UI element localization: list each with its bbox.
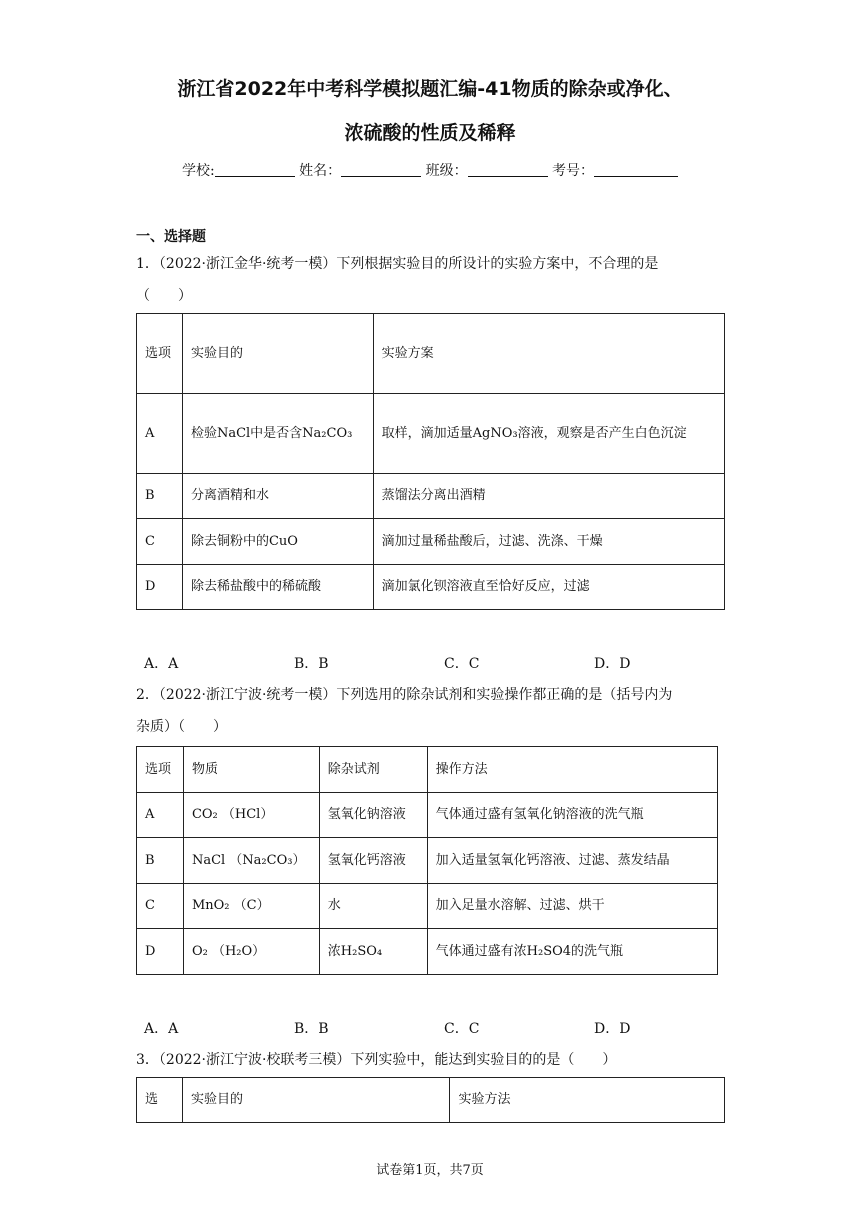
option-cell: A xyxy=(137,394,183,474)
header-cell: 选项 xyxy=(137,314,183,394)
substance-cell: O₂ （H₂O） xyxy=(183,929,319,975)
purpose-cell: 除去稀盐酸中的稀硫酸 xyxy=(182,565,373,610)
reagent-cell: 水 xyxy=(319,884,427,929)
name-field[interactable] xyxy=(341,162,421,177)
header-cell: 物质 xyxy=(183,747,319,793)
choice-a[interactable]: A．A xyxy=(144,1021,179,1037)
table-header-row xyxy=(137,747,718,793)
choice-c[interactable]: C．C xyxy=(444,1021,480,1037)
table-row xyxy=(137,838,718,884)
school-field[interactable] xyxy=(215,162,295,177)
substance-cell: MnO₂ （C） xyxy=(183,884,319,929)
table-header-row xyxy=(137,314,725,394)
option-cell: B xyxy=(137,474,183,519)
exam-no-label: 考号： xyxy=(552,163,595,179)
operation-cell: 气体通过盛有氢氧化钠溶液的洗气瓶 xyxy=(427,793,717,838)
class-label: 班级： xyxy=(425,163,468,179)
choice-d[interactable]: D．D xyxy=(594,656,631,672)
name-label: 姓名： xyxy=(299,163,342,179)
choice-c[interactable]: C．C xyxy=(444,656,480,672)
doc-title-line2: 浓硫酸的性质及稀释 xyxy=(344,122,516,144)
question-2-table xyxy=(136,746,718,975)
method-cell: 蒸馏法分离出酒精 xyxy=(373,474,724,519)
option-cell: D xyxy=(137,929,184,975)
exam-no-field[interactable] xyxy=(594,162,678,177)
operation-cell: 加入足量水溶解、过滤、烘干 xyxy=(427,884,717,929)
header-cell: 实验目的 xyxy=(182,314,373,394)
reagent-cell: 氢氧化钠溶液 xyxy=(319,793,427,838)
question-1-stem: 1．（2022·浙江金华·统考一模）下列根据实验目的所设计的实验方案中，不合理的是 xyxy=(136,256,659,272)
doc-title-line1: 浙江省2022年中考科学模拟题汇编-41物质的除杂或净化、 xyxy=(177,78,683,100)
header-cell: 实验方案 xyxy=(373,314,724,394)
substance-cell: NaCl （Na₂CO₃） xyxy=(183,838,319,884)
table-header-row xyxy=(137,1078,725,1123)
table-row xyxy=(137,884,718,929)
table-row xyxy=(137,793,718,838)
choice-d[interactable]: D．D xyxy=(594,1021,631,1037)
header-cell: 实验方法 xyxy=(450,1078,725,1123)
school-label: 学校: xyxy=(181,163,215,179)
table-row xyxy=(137,929,718,975)
purpose-cell: 分离酒精和水 xyxy=(182,474,373,519)
option-cell: B xyxy=(137,838,184,884)
question-2-stem-cont: 杂质）（ ） xyxy=(136,719,227,735)
method-cell: 取样，滴加适量AgNO₃溶液，观察是否产生白色沉淀 xyxy=(373,394,724,474)
reagent-cell: 浓H₂SO₄ xyxy=(319,929,427,975)
table-row xyxy=(137,519,725,565)
option-cell: D xyxy=(137,565,183,610)
class-field[interactable] xyxy=(468,162,548,177)
choice-b[interactable]: B．B xyxy=(294,656,329,672)
reagent-cell: 氢氧化钙溶液 xyxy=(319,838,427,884)
substance-cell: CO₂ （HCl） xyxy=(183,793,319,838)
method-cell: 滴加过量稀盐酸后，过滤、洗涤、干燥 xyxy=(373,519,724,565)
question-3-table xyxy=(136,1077,725,1123)
header-cell: 实验目的 xyxy=(182,1078,450,1123)
option-cell: A xyxy=(137,793,184,838)
purpose-cell: 除去铜粉中的CuO xyxy=(182,519,373,565)
option-cell: C xyxy=(137,519,183,565)
student-info-row xyxy=(0,160,860,180)
header-cell: 选 xyxy=(137,1078,183,1123)
operation-cell: 加入适量氢氧化钙溶液、过滤、蒸发结晶 xyxy=(427,838,717,884)
question-1-paren: （ ） xyxy=(136,288,192,304)
choice-a[interactable]: A．A xyxy=(144,656,179,672)
header-cell: 除杂试剂 xyxy=(319,747,427,793)
section-heading: 一、选择题 xyxy=(136,229,206,245)
header-cell: 选项 xyxy=(137,747,184,793)
page-footer: 试卷第1页，共7页 xyxy=(376,1163,484,1178)
choice-b[interactable]: B．B xyxy=(294,1021,329,1037)
table-row xyxy=(137,474,725,519)
table-row xyxy=(137,394,725,474)
method-cell: 滴加氯化钡溶液直至恰好反应，过滤 xyxy=(373,565,724,610)
operation-cell: 气体通过盛有浓H₂SO4的洗气瓶 xyxy=(427,929,717,975)
purpose-cell: 检验NaCl中是否含Na₂CO₃ xyxy=(182,394,373,474)
option-cell: C xyxy=(137,884,184,929)
question-3-stem: 3．（2022·浙江宁波·校联考三模）下列实验中，能达到实验目的的是（ ） xyxy=(136,1052,617,1068)
header-cell: 操作方法 xyxy=(427,747,717,793)
question-1-table xyxy=(136,313,725,610)
table-row xyxy=(137,565,725,610)
question-2-stem: 2．（2022·浙江宁波·统考一模）下列选用的除杂试剂和实验操作都正确的是（括号内为 xyxy=(136,687,673,703)
